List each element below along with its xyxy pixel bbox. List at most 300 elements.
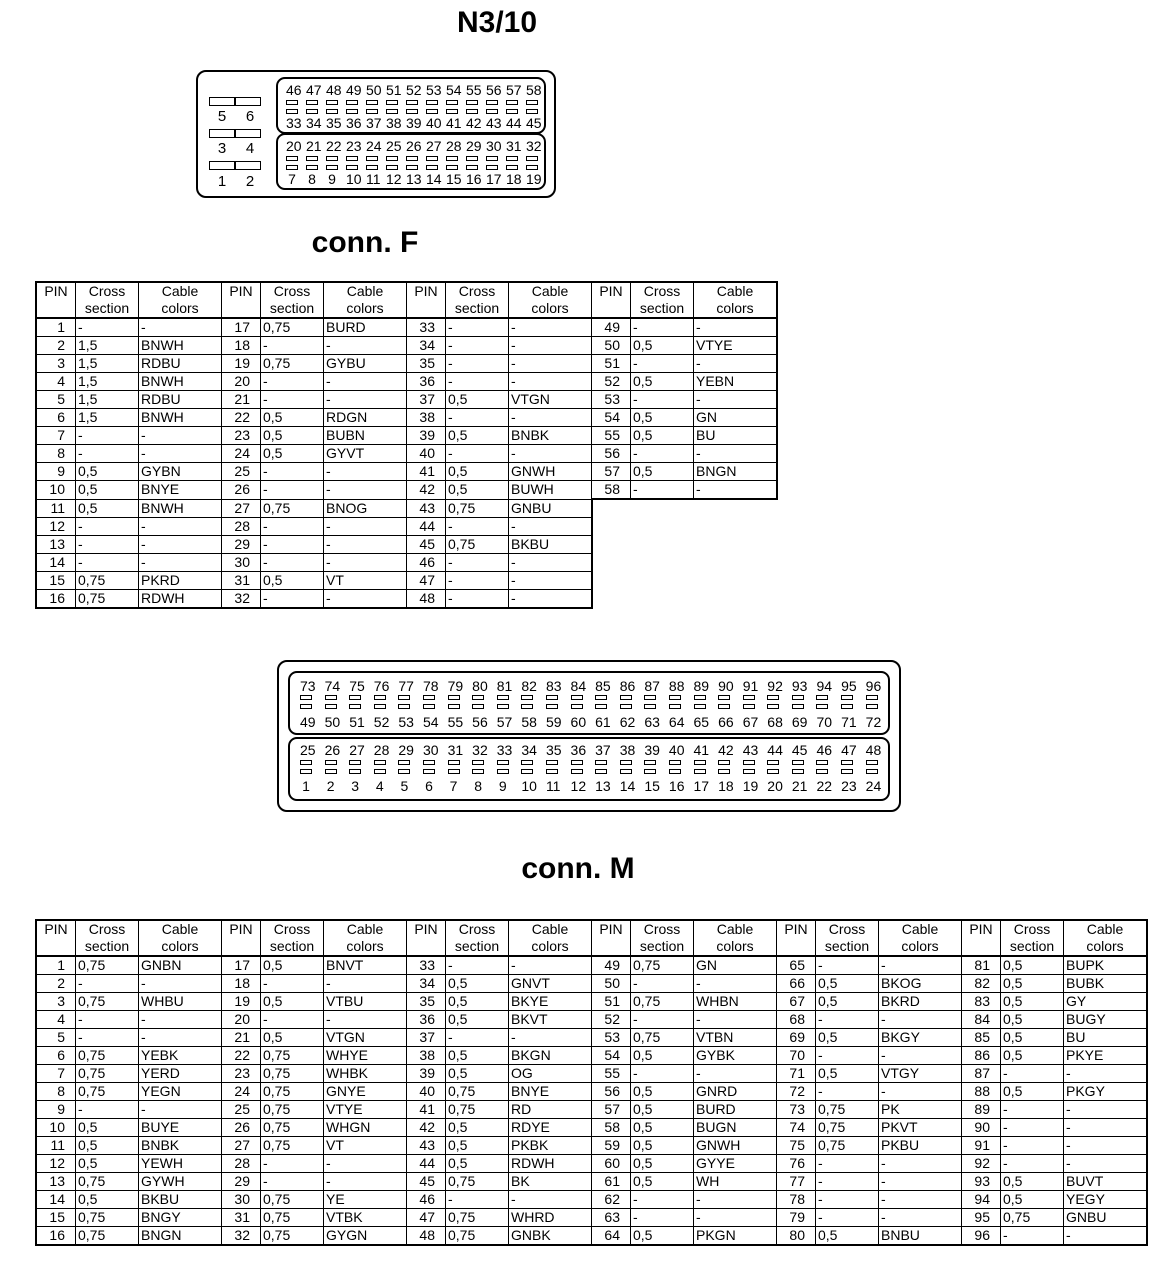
pin-number: 49	[346, 82, 362, 98]
pin-cell: 94	[962, 1191, 1001, 1209]
pin-slot	[374, 704, 386, 709]
pin-cell: 40	[407, 1083, 446, 1101]
table-row	[36, 409, 777, 427]
pin-number: 51	[386, 82, 402, 98]
pin-number: 11	[366, 171, 381, 187]
cross-section-cell: 0,5	[631, 409, 694, 427]
cross-section-cell: 0,5	[76, 499, 139, 517]
pin-cell: 5	[36, 391, 76, 409]
pin-number: 37	[595, 742, 611, 758]
pin-slot	[718, 704, 730, 709]
pin-number: 2	[326, 778, 335, 794]
pin-number: 29	[466, 138, 482, 154]
cable-color-cell: YEBK	[139, 1047, 222, 1065]
pin-number: 67	[742, 714, 759, 730]
cable-colors-header	[694, 920, 777, 956]
pin-slot	[669, 704, 681, 709]
pin-slot	[326, 100, 338, 105]
cross-section-cell: -	[631, 975, 694, 993]
cross-section-cell: -	[76, 553, 139, 571]
cross-section-cell: 0,5	[446, 1137, 509, 1155]
pin-number: 89	[693, 678, 710, 694]
pin-number: 44	[767, 742, 783, 758]
pin-slot	[446, 100, 458, 105]
cross-section-cell: 0,5	[446, 391, 509, 409]
empty-cell	[631, 517, 694, 535]
cross-section-cell: 0,75	[261, 1119, 324, 1137]
cross-section-cell: 0,5	[261, 427, 324, 445]
cable-color-cell: -	[139, 445, 222, 463]
pin-cell: 48	[407, 589, 446, 608]
pin-cell: 96	[962, 1227, 1001, 1246]
pin-cell: 42	[407, 481, 446, 500]
cable-color-cell: BURD	[694, 1101, 777, 1119]
cross-section-cell: -	[631, 481, 694, 500]
pin-number: 56	[472, 714, 488, 730]
pin-number: 45	[791, 742, 808, 758]
cable-color-cell: BKYE	[509, 993, 592, 1011]
header-line: section	[639, 938, 685, 954]
pin-number: 10	[521, 778, 537, 794]
pin-cell: 70	[777, 1047, 816, 1065]
pin-number: 31	[447, 742, 464, 758]
pin-cell: 28	[222, 517, 261, 535]
big-pin-label: 4	[245, 140, 255, 157]
pin-number: 15	[644, 778, 660, 794]
cable-color-cell: -	[324, 481, 407, 500]
pin-cell: 42	[407, 1119, 446, 1137]
cable-colors-header	[139, 920, 222, 956]
pin-cell: 7	[36, 1065, 76, 1083]
cross-section-cell: 0,75	[76, 993, 139, 1011]
table-row	[36, 975, 1147, 993]
pin-number: 35	[326, 115, 342, 131]
pin-slot	[521, 695, 533, 700]
pin-cell: 8	[36, 445, 76, 463]
pin-slot	[526, 156, 538, 161]
pin-slot	[595, 695, 607, 700]
cross-section-cell: -	[631, 391, 694, 409]
pin-number: 56	[486, 82, 502, 98]
pin-number: 87	[644, 678, 660, 694]
pin-cell: 31	[222, 571, 261, 589]
cable-color-cell: WH	[694, 1173, 777, 1191]
pin-number: 11	[545, 778, 561, 794]
cross-section-cell: 0,5	[816, 975, 879, 993]
pin-cell: 54	[592, 409, 631, 427]
pin-cell: 68	[777, 1011, 816, 1029]
pin-cell: 95	[962, 1209, 1001, 1227]
pin-cell: 24	[222, 1083, 261, 1101]
table-row	[36, 1227, 1147, 1246]
cable-color-cell: BNWH	[139, 499, 222, 517]
pin-cell: 50	[592, 975, 631, 993]
empty-cell	[592, 535, 631, 553]
pin-slot	[521, 760, 533, 765]
cross-section-cell: 0,5	[261, 993, 324, 1011]
pin-cell: 46	[407, 553, 446, 571]
cross-section-cell: -	[261, 1011, 324, 1029]
pin-number: 66	[718, 714, 734, 730]
pin-slot	[398, 704, 410, 709]
pin-slot	[816, 760, 828, 765]
cable-color-cell: GNBU	[1064, 1209, 1148, 1227]
cable-color-cell: GYGN	[324, 1227, 407, 1246]
cable-color-cell: -	[694, 318, 778, 337]
cable-color-cell: -	[879, 1155, 962, 1173]
header-line: Cross	[828, 921, 866, 937]
pin-cell: 36	[407, 373, 446, 391]
cable-color-cell: -	[694, 1209, 777, 1227]
pin-number: 83	[545, 678, 562, 694]
pin-slot	[426, 156, 438, 161]
pin-cell: 53	[592, 1029, 631, 1047]
cable-color-cell: VTBU	[324, 993, 407, 1011]
pin-cell: 20	[222, 1011, 261, 1029]
cross-section-cell: -	[446, 373, 509, 391]
cable-colors-header	[694, 282, 778, 318]
cable-color-cell: WHBN	[694, 993, 777, 1011]
cross-section-cell: 0,5	[631, 1083, 694, 1101]
pin-slot	[841, 704, 853, 709]
pin-number: 13	[595, 778, 611, 794]
cross-section-cell: -	[631, 1011, 694, 1029]
cross-section-header	[261, 920, 324, 956]
cross-section-cell: -	[1001, 1137, 1064, 1155]
pin-cell: 69	[777, 1029, 816, 1047]
pin-cell: 46	[407, 1191, 446, 1209]
cable-color-cell: VT	[324, 571, 407, 589]
cross-section-cell: -	[1001, 1101, 1064, 1119]
pin-cell: 33	[407, 956, 446, 975]
pin-number: 55	[447, 714, 464, 730]
cable-color-cell: -	[324, 975, 407, 993]
cross-section-cell: 0,5	[261, 571, 324, 589]
pin-slot	[446, 165, 458, 170]
cross-section-cell: 0,75	[76, 589, 139, 608]
pin-slot	[546, 760, 558, 765]
cross-section-header	[76, 282, 139, 318]
cable-color-cell: BUGY	[1064, 1011, 1148, 1029]
cross-section-cell: 0,75	[261, 318, 324, 337]
pin-cell: 10	[36, 481, 76, 500]
pin-number: 10	[346, 171, 362, 187]
pin-number: 42	[718, 742, 734, 758]
cross-section-cell: 0,75	[261, 1065, 324, 1083]
pin-number: 65	[693, 714, 710, 730]
cable-colors-header	[324, 920, 407, 956]
cable-color-cell: BUBK	[1064, 975, 1148, 993]
table-row	[36, 1173, 1147, 1191]
table-row	[36, 463, 777, 481]
table-row	[36, 481, 777, 500]
pin-cell: 38	[407, 1047, 446, 1065]
pin-cell: 14	[36, 553, 76, 571]
pin-number: 16	[466, 171, 482, 187]
cable-color-cell: GYYE	[694, 1155, 777, 1173]
pin-slot	[325, 760, 337, 765]
cross-section-cell: 0,75	[816, 1137, 879, 1155]
cable-color-cell: -	[324, 517, 407, 535]
cable-color-cell: -	[139, 318, 222, 337]
cross-section-cell: 0,5	[1001, 1191, 1064, 1209]
header-line: section	[269, 300, 315, 316]
header-line: Cross	[1013, 921, 1051, 937]
cable-color-cell: GNRD	[694, 1083, 777, 1101]
cable-color-cell: BNBK	[509, 427, 592, 445]
cable-color-cell: RDBU	[139, 391, 222, 409]
cable-color-cell: BU	[1064, 1029, 1148, 1047]
pin-number: 50	[366, 82, 382, 98]
pin-number: 41	[446, 115, 462, 131]
pin-cell: 6	[36, 409, 76, 427]
pin-cell: 43	[407, 1137, 446, 1155]
pin-cell: 90	[962, 1119, 1001, 1137]
pin-number: 31	[506, 138, 522, 154]
cross-section-cell: -	[446, 517, 509, 535]
empty-cell	[592, 589, 631, 608]
pin-cell: 13	[36, 1173, 76, 1191]
cable-color-cell: RD	[509, 1101, 592, 1119]
cable-color-cell: VTGY	[879, 1065, 962, 1083]
cable-color-cell: BUYE	[139, 1119, 222, 1137]
pin-slot	[398, 760, 410, 765]
pin-slot	[718, 760, 730, 765]
pin-number: 33	[286, 115, 302, 131]
cross-section-cell: 1,5	[76, 391, 139, 409]
pin-number: 59	[545, 714, 562, 730]
pin-number: 44	[506, 115, 522, 131]
pin-number: 68	[767, 714, 783, 730]
cable-colors-header	[879, 920, 962, 956]
cross-section-cell: 0,75	[261, 1137, 324, 1155]
pin-slot	[423, 704, 435, 709]
cable-color-cell: VT	[324, 1137, 407, 1155]
pin-slot	[325, 704, 337, 709]
cross-section-cell: 0,75	[446, 1083, 509, 1101]
pin-slot	[767, 695, 779, 700]
pin-number: 74	[324, 678, 341, 694]
pin-slot	[386, 109, 398, 114]
cross-section-cell: -	[261, 975, 324, 993]
conn-f-title: conn. F	[311, 226, 419, 259]
cable-color-cell: -	[509, 517, 592, 535]
pin-cell: 79	[777, 1209, 816, 1227]
cross-section-cell: -	[446, 553, 509, 571]
cable-color-cell: BKRD	[879, 993, 962, 1011]
cable-color-cell: RDWH	[139, 589, 222, 608]
empty-cell	[592, 499, 631, 517]
pin-number: 17	[693, 778, 710, 794]
cable-color-cell: BKVT	[509, 1011, 592, 1029]
cable-color-cell: -	[1064, 1119, 1148, 1137]
pin-cell: 5	[36, 1029, 76, 1047]
cable-color-cell: BNWH	[139, 373, 222, 391]
header-line: Cross	[458, 283, 496, 299]
pin-slot	[466, 100, 478, 105]
cross-section-cell: 0,5	[1001, 1047, 1064, 1065]
cross-section-header	[261, 282, 324, 318]
cross-section-cell: 0,75	[76, 1227, 139, 1246]
pin-number: 71	[841, 714, 857, 730]
pin-cell: 18	[222, 975, 261, 993]
pin-cell: 55	[592, 1065, 631, 1083]
header-line: colors	[716, 300, 754, 316]
pin-slot	[743, 695, 755, 700]
pin-number: 23	[346, 138, 362, 154]
cross-section-cell: 0,75	[76, 1083, 139, 1101]
cable-color-cell: YEBN	[694, 373, 778, 391]
big-pin-label: 2	[245, 173, 255, 190]
header-line: section	[454, 938, 500, 954]
pin-cell: 21	[222, 1029, 261, 1047]
cross-section-cell: -	[446, 355, 509, 373]
cable-color-cell: -	[509, 409, 592, 427]
cable-color-cell: WHBU	[139, 993, 222, 1011]
table-row	[36, 391, 777, 409]
empty-cell	[592, 553, 631, 571]
cable-color-cell: BNGN	[694, 463, 778, 481]
pin-number: 42	[466, 115, 482, 131]
cable-color-cell: BNYE	[509, 1083, 592, 1101]
pin-slot	[669, 695, 681, 700]
pin-number: 9	[328, 171, 336, 187]
pin-header: PIN	[407, 282, 446, 318]
pin-slot	[374, 769, 386, 774]
cross-section-cell: 0,75	[261, 355, 324, 373]
cross-section-cell: 0,75	[76, 571, 139, 589]
pin-number: 17	[486, 171, 502, 187]
pin-slot	[366, 165, 378, 170]
pin-cell: 38	[407, 409, 446, 427]
header-line: colors	[346, 300, 384, 316]
pin-cell: 17	[222, 956, 261, 975]
pin-cell: 19	[222, 993, 261, 1011]
cross-section-cell: -	[76, 1029, 139, 1047]
cross-section-header	[631, 920, 694, 956]
cross-section-cell: -	[1001, 1227, 1064, 1246]
pin-cell: 44	[407, 1155, 446, 1173]
pin-slot	[286, 156, 298, 161]
pin-number: 34	[521, 742, 537, 758]
pin-cell: 30	[222, 553, 261, 571]
cross-section-header	[1001, 920, 1064, 956]
cable-color-cell: BUWH	[509, 481, 592, 500]
cable-colors-header	[509, 282, 592, 318]
cable-color-cell: BNYE	[139, 481, 222, 500]
pin-slot	[426, 100, 438, 105]
pin-number: 13	[406, 171, 422, 187]
pin-slot	[521, 769, 533, 774]
cross-section-cell: 0,75	[76, 956, 139, 975]
pin-slot	[472, 695, 484, 700]
cable-color-cell: -	[139, 1101, 222, 1119]
cross-section-cell: 0,5	[631, 1227, 694, 1246]
pin-cell: 84	[962, 1011, 1001, 1029]
pin-cell: 34	[407, 337, 446, 355]
cable-color-cell: GNWH	[509, 463, 592, 481]
pin-number: 52	[406, 82, 422, 98]
cross-section-cell: 1,5	[76, 409, 139, 427]
pin-cell: 57	[592, 1101, 631, 1119]
cross-section-cell: 0,5	[76, 1137, 139, 1155]
cross-section-cell: -	[261, 463, 324, 481]
cross-section-cell: 0,5	[446, 463, 509, 481]
pin-slot	[866, 704, 878, 709]
pin-cell: 56	[592, 445, 631, 463]
pin-slot	[300, 704, 312, 709]
cross-section-cell: 0,75	[446, 535, 509, 553]
cable-color-cell: BURD	[324, 318, 407, 337]
pin-cell: 2	[36, 337, 76, 355]
pin-slot	[816, 695, 828, 700]
pin-cell: 32	[222, 589, 261, 608]
pin-cell: 22	[222, 409, 261, 427]
cross-section-cell: -	[446, 318, 509, 337]
pin-slot	[423, 760, 435, 765]
empty-cell	[631, 553, 694, 571]
cross-section-cell: -	[76, 445, 139, 463]
cable-color-cell: VTBN	[694, 1029, 777, 1047]
table-row	[36, 553, 777, 571]
cross-section-cell: -	[446, 337, 509, 355]
cross-section-cell: -	[816, 1209, 879, 1227]
cross-section-cell: -	[261, 337, 324, 355]
pin-cell: 61	[592, 1173, 631, 1191]
pin-number: 80	[472, 678, 488, 694]
pin-cell: 36	[407, 1011, 446, 1029]
cross-section-cell: 0,75	[446, 1209, 509, 1227]
cross-section-cell: 0,75	[816, 1101, 879, 1119]
cable-color-cell: -	[139, 517, 222, 535]
pin-cell: 81	[962, 956, 1001, 975]
cable-color-cell: PKGY	[1064, 1083, 1148, 1101]
cross-section-cell: 0,5	[1001, 975, 1064, 993]
pin-number: 19	[742, 778, 759, 794]
cable-color-cell: -	[509, 553, 592, 571]
header-line: Cable	[901, 921, 939, 937]
pin-slot	[595, 769, 607, 774]
pin-slot	[866, 760, 878, 765]
pin-number: 51	[349, 714, 365, 730]
pin-slot	[366, 109, 378, 114]
pin-number: 15	[446, 171, 462, 187]
cable-color-cell: YE	[324, 1191, 407, 1209]
pin-slot	[497, 769, 509, 774]
pin-cell: 91	[962, 1137, 1001, 1155]
pin-number: 58	[521, 714, 537, 730]
pin-cell: 7	[36, 427, 76, 445]
cable-color-cell: GYVT	[324, 445, 407, 463]
cross-section-cell: -	[816, 1155, 879, 1173]
table-row	[36, 373, 777, 391]
pin-slot	[466, 109, 478, 114]
cable-color-cell: VTBK	[324, 1209, 407, 1227]
empty-cell	[631, 589, 694, 608]
cross-section-cell: 0,5	[261, 956, 324, 975]
pin-cell: 51	[592, 355, 631, 373]
header-line: Cable	[531, 921, 569, 937]
header-line: Cross	[273, 921, 311, 937]
pin-slot	[841, 695, 853, 700]
cross-section-cell: -	[76, 1101, 139, 1119]
pin-number: 62	[619, 714, 636, 730]
conn-m-title: conn. M	[521, 852, 635, 885]
header-line: colors	[161, 300, 199, 316]
pin-slot	[526, 109, 538, 114]
pin-cell: 9	[36, 1101, 76, 1119]
pin-cell: 8	[36, 1083, 76, 1101]
